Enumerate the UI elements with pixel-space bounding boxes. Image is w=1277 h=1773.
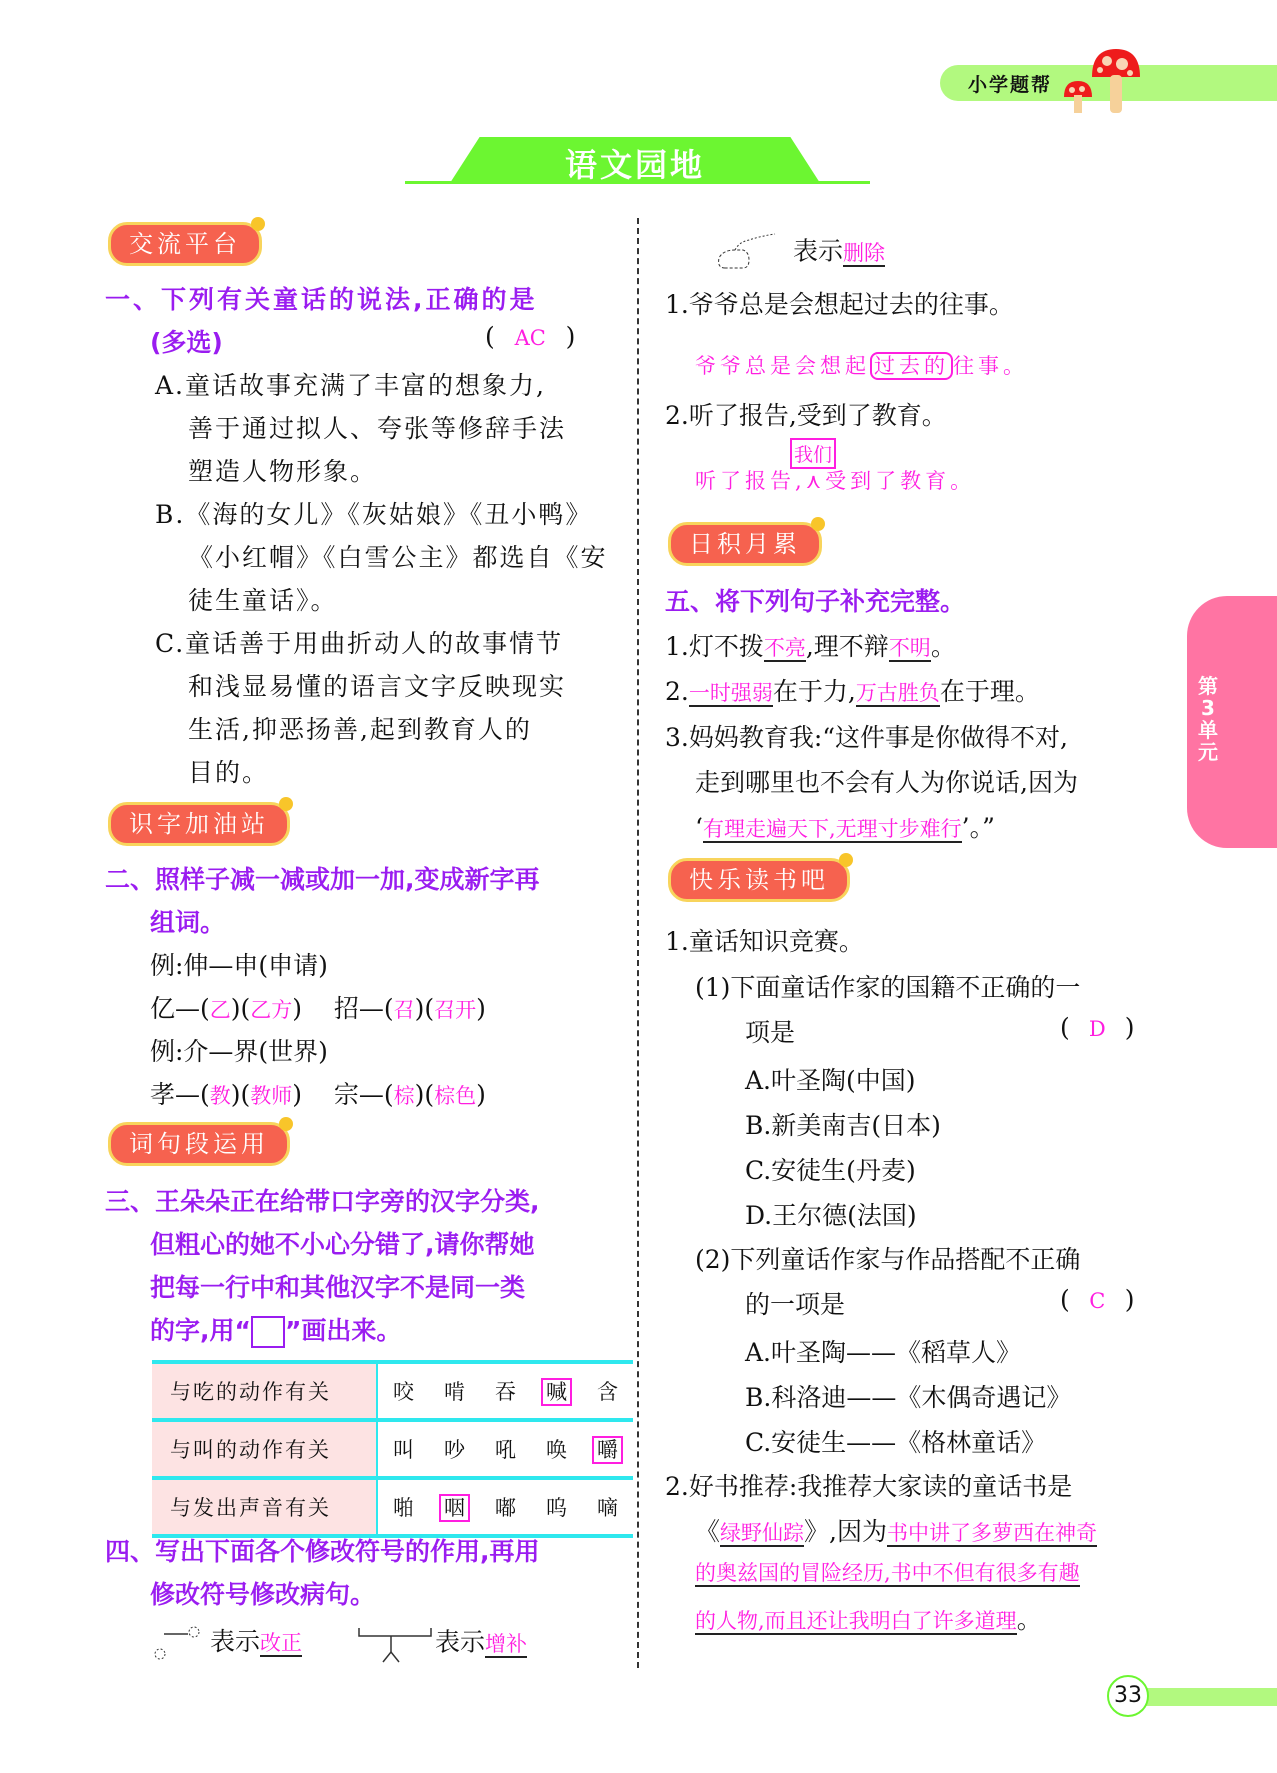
symbol-correct: 表示改正: [150, 1622, 302, 1664]
q1-answer-paren: ( AC ): [485, 322, 576, 351]
q5-line-1: 1.灯不拨不亮,理不辩不明。: [665, 632, 956, 661]
q3-stem: 三、王朵朵正在给带口字旁的汉字分类, 但粗心的她不小心分错了,请你帮她 把每一行中和其他汉字不是同一类 的字,用“ ”画出来。: [105, 1180, 540, 1352]
deleted-words: 过去的: [870, 352, 953, 380]
section-tag-rijiyuelei: 日积月累: [668, 522, 822, 566]
q6-p1: (1)下面童话作家的国籍不正确的一: [695, 973, 1081, 1002]
table-row: 与吃的动作有关 咬 啃 吞 喊 含: [152, 1362, 633, 1420]
page-title: 语文园地: [564, 146, 705, 184]
table-row: 与叫的动作有关 叫 吵 吼 唤 嚼: [152, 1420, 633, 1478]
deletion-mark-icon: [715, 228, 785, 278]
sentence-1: 1.爷爷总是会想起过去的往事。: [665, 290, 1014, 319]
q5-line-3: 3.妈妈教育我:“这件事是你做得不对,: [665, 723, 1069, 752]
q6-p2: (2)下列童话作家与作品搭配不正确: [695, 1245, 1081, 1274]
box-symbol-icon: [251, 1316, 285, 1348]
q2-example-2: 例:介—界(世界): [150, 1037, 328, 1066]
q1-stem-2: (多选): [150, 328, 223, 357]
q6-p2b: 的一项是: [745, 1290, 846, 1319]
classification-table: [152, 1360, 633, 1538]
q4-stem-2: 修改符号修改病句。: [150, 1580, 376, 1609]
page-bar: [1140, 1688, 1277, 1706]
q6-p1b: 项是: [745, 1018, 796, 1047]
unit-label: 第 3 单 元: [1198, 674, 1218, 764]
inserted-words: 我们: [790, 438, 836, 469]
section-tag-shizi: 识字加油站: [108, 802, 290, 846]
correction-mark-icon: [150, 1624, 210, 1664]
q7-line-4: 的人物,而且还让我明白了许多道理。: [695, 1605, 1042, 1634]
brand-text: 小学题帮: [968, 74, 1053, 96]
section-tag-cijuduan: 词句段运用: [108, 1122, 290, 1166]
insertion-mark-icon: [355, 1622, 435, 1666]
q6-p1-options: A.叶圣陶(中国) B.新美南吉(日本) C.安徒生(丹麦) D.王尔德(法国): [745, 1066, 941, 1230]
q6-p1-answer: ( D ): [1060, 1013, 1135, 1042]
symbol-delete: 表示删除: [715, 228, 885, 278]
sentence-1-fixed: 爷爷总是会想起 过去的 往事。: [695, 354, 1028, 378]
boxed-char: 嚼: [592, 1436, 623, 1464]
q7-line-3: 的奥兹国的冒险经历,书中不但有很多有趣: [695, 1561, 1080, 1585]
section-tag-jiaoliu: 交流平台: [108, 222, 262, 266]
page-number: 33: [1107, 1675, 1149, 1717]
symbol-insert: 表示增补: [355, 1622, 527, 1666]
q7-line-2: 《绿野仙踪》,因为书中讲了多萝西在神奇: [695, 1517, 1097, 1546]
q7-line-1: 2.好书推荐:我推荐大家读的童话书是: [665, 1472, 1073, 1501]
q2-row-1: 亿—(乙)(乙方) 招—(召)(召开): [150, 994, 486, 1023]
boxed-char: 喊: [541, 1378, 572, 1406]
q1-options: [155, 364, 608, 794]
option-b: B.《海的女儿》《灰姑娘》《丑小鸭》 《小红帽》《白雪公主》都选自《安 徒生童话》。: [155, 500, 608, 615]
q2-example-1: 例:伸—申(申请): [150, 951, 328, 980]
q5-line-3b: 走到哪里也不会有人为你说话,因为: [695, 768, 1078, 797]
q2-stem-2: 组词。: [150, 908, 226, 937]
sentence-2: 2.听了报告,受到了教育。: [665, 401, 947, 430]
option-a: A.童话故事充满了丰富的想象力, 善于通过拟人、夸张等修辞手法 塑造人物形象。: [155, 371, 567, 486]
column-divider: [637, 218, 639, 1668]
q5-line-3c: ‘有理走遍天下,无理寸步难行’。”: [695, 813, 995, 842]
mushroom-icon: [1060, 45, 1140, 115]
q2-stem: 二、照样子减一减或加一加,变成新字再: [105, 865, 540, 894]
option-c: C.童话善于用曲折动人的故事情节 和浅显易懂的语言文字反映现实 生活,抑恶扬善,起到教育人的 目的。: [155, 629, 567, 787]
table-row: 与发出声音有关 啪 咽 嘟 呜 嘀: [152, 1478, 633, 1536]
q5-stem: 五、将下列句子补充完整。: [665, 587, 966, 616]
section-tag-kuaile: 快乐读书吧: [668, 858, 850, 902]
q1-answer: AC: [514, 326, 546, 350]
q6-p2-options: A.叶圣陶——《稻草人》 B.科洛迪——《木偶奇遇记》 C.安徒生——《格林童话》: [745, 1338, 1072, 1457]
q4-stem: 四、写出下面各个修改符号的作用,再用: [105, 1537, 540, 1566]
q2-row-2: 孝—(教)(教师) 宗—(棕)(棕色): [150, 1080, 486, 1109]
q6-p2-answer: ( C ): [1060, 1285, 1135, 1314]
q1-stem: 一、下列有关童话的说法,正确的是: [105, 285, 538, 314]
q6-title: 1.童话知识竞赛。: [665, 927, 864, 956]
boxed-char: 咽: [439, 1494, 470, 1522]
sentence-2-fixed: 听了报告,⋏受到了教育。: [695, 469, 976, 493]
q5-line-2: 2.一时强弱在于力,万古胜负在于理。: [665, 677, 1040, 706]
